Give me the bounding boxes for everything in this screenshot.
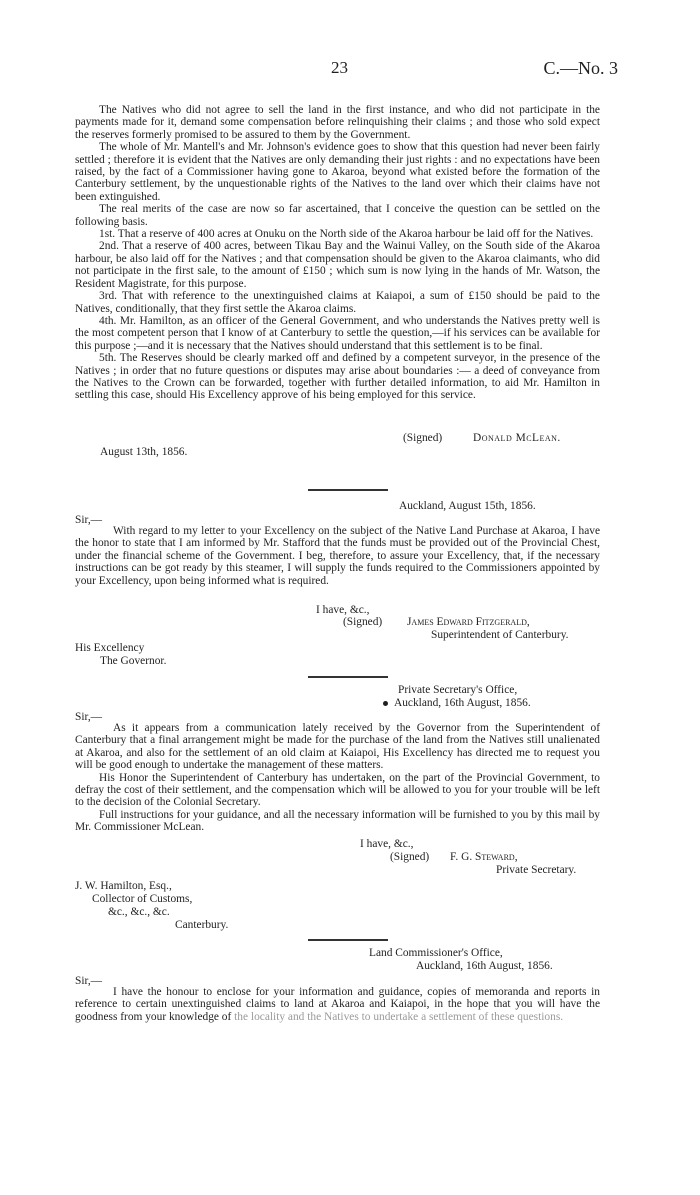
page-header xyxy=(0,58,700,80)
addressee: His Excellency xyxy=(75,642,145,654)
letter-place-date xyxy=(383,697,531,709)
signed-label: (Signed) xyxy=(343,616,383,628)
closing: I have, &c., xyxy=(360,838,414,850)
addressee: Canterbury. xyxy=(175,919,229,931)
place-date-text: Auckland, 16th August, 1856. xyxy=(394,697,531,709)
paragraph: His Honor the Superintendent of Canterbury has undertaken, on the part of the Provincial Government, to defray the cost of their settlement, and the compensation which will be allowed to you for your trouble will be left to the decision of the Colonial Secretary. xyxy=(75,771,600,809)
closing: I have, &c., xyxy=(316,604,370,616)
paragraph: The real merits of the case are now so far ascertained, that I conceive the question can be settled on the following basis. xyxy=(75,203,600,228)
paragraph xyxy=(75,986,600,1023)
paragraph: The whole of Mr. Mantell's and Mr. Johnson's evidence goes to show that this question had never been fairly settled ; therefore it is evident that the Natives are only demanding their just rights : and no expectations have been raised, by the fact of a Commissioner having gone to Akaroa, beyond what existed before the formation of the Canterbury settlement, by the unquestionable rights of the Natives to the land over which their claims have not been extinguished. xyxy=(75,141,600,203)
signer-name: Donald McLean. xyxy=(473,432,561,444)
addressee: The Governor. xyxy=(100,655,167,667)
signer-name: F. G. Steward, xyxy=(450,851,518,863)
section-divider xyxy=(308,676,388,678)
paragraph: 4th. Mr. Hamilton, as an officer of the General Government, and who understands the Natives pretty well is the most competent person that I know of at Canterbury to settle the question,—if his services can be available for this purpose ;—and it is necessary that the Natives should understand that this settlement is to be final. xyxy=(75,314,600,352)
signed-label: (Signed) xyxy=(390,851,430,863)
signer-name: James Edward Fitzgerald, xyxy=(407,616,530,628)
letter-body xyxy=(75,986,600,1023)
addressee: &c., &c., &c. xyxy=(108,906,170,918)
paragraph: 2nd. That a reserve of 400 acres, between Tikau Bay and the Wainui Valley, on the South side of the Akaroa harbour, be also laid off for the Natives ; and that compensation should be given to the Akaroa claimants, who did not participate in the first sale, to the amount of £150 ; which sum is now lying in the hands of Mr. Watson, the Resident Magistrate, for this purpose. xyxy=(75,240,600,290)
salutation: Sir,— xyxy=(75,514,103,526)
bullet-icon xyxy=(383,701,388,706)
letter-body xyxy=(75,722,600,834)
paragraph: As it appears from a communication lately received by the Governor from the Superintendent of Canterbury that a final arrangement might be made for the purchase of the land from the Natives still unalienated at Akaroa, and also for the settlement of an old claim at Kaiapoi, His Excellency has directed me to request you will be good enough to undertake the management of these matters. xyxy=(75,722,600,772)
faded-text: the locality and the Natives to undertake a settlement of these questions. xyxy=(234,1010,564,1023)
page-number: 23 xyxy=(331,58,348,77)
paragraph: 1st. That a reserve of 400 acres at Onuku on the North side of the Akaroa harbour be laid off for the Natives. xyxy=(99,228,594,241)
office-name: Land Commissioner's Office, xyxy=(369,947,503,959)
salutation: Sir,— xyxy=(75,975,103,987)
paragraph-text: I have the honour to enclose for your information and guidance, copies of memoranda and reports in reference to certain unextinguished claims to land at Akaroa and Kaiapoi, in the hope that you will have the goodness from your knowledge of xyxy=(75,986,600,1023)
mclean-memorandum xyxy=(75,104,600,402)
signer-title: Superintendent of Canterbury. xyxy=(431,629,569,641)
paragraph: The Natives who did not agree to sell the land in the first instance, and who did not participate in the payments made for it, demand some compensation before relinquishing their claims ; and those who sold expect the reserves formerly promised to be assured to them by the Government. xyxy=(75,104,600,141)
letter-body xyxy=(75,525,600,587)
letter-place-date: Auckland, August 15th, 1856. xyxy=(399,500,536,512)
document-number: C.—No. 3 xyxy=(543,58,618,78)
signed-label: (Signed) xyxy=(403,432,443,444)
salutation: Sir,— xyxy=(75,711,103,723)
memo-date: August 13th, 1856. xyxy=(100,446,188,458)
section-divider xyxy=(308,939,388,941)
section-divider xyxy=(308,489,388,491)
letter-place-date: Auckland, 16th August, 1856. xyxy=(416,960,553,972)
signer-title: Private Secretary. xyxy=(496,864,577,876)
paragraph: With regard to my letter to your Excellency on the subject of the Native Land Purchase at Akaroa, I have the honor to state that I am informed by Mr. Stafford that the funds must be provided out of the Provincial Chest, under the financial scheme of the Government. I beg, therefore, to assure your Excellency, that, if the necessary instructions can be got ready by this steamer, I will supply the funds required to the Commissioners appointed by your Excellency, upon being informed what is required. xyxy=(75,525,600,587)
paragraph: 3rd. That with reference to the unextinguished claims at Kaiapoi, a sum of £150 should be paid to the Natives, conditionally, that they first settle the Akaroa claims. xyxy=(75,290,600,315)
office-name: Private Secretary's Office, xyxy=(398,684,518,696)
paragraph: Full instructions for your guidance, and all the necessary information will be furnished to you by this mail by Mr. Commissioner McLean. xyxy=(75,808,600,834)
addressee: J. W. Hamilton, Esq., xyxy=(75,880,172,892)
paragraph: 5th. The Reserves should be clearly marked off and defined by a competent surveyor, in the presence of the Natives ; in order that no future questions or disputes may arise about boundaries :— a deed of conveyance from the Natives to the Crown can be forwarded, together with further detailed information, to aid Mr. Hamilton in settling this case, should His Excellency approve of his being employed for this service. xyxy=(75,352,600,402)
addressee: Collector of Customs, xyxy=(92,893,193,905)
